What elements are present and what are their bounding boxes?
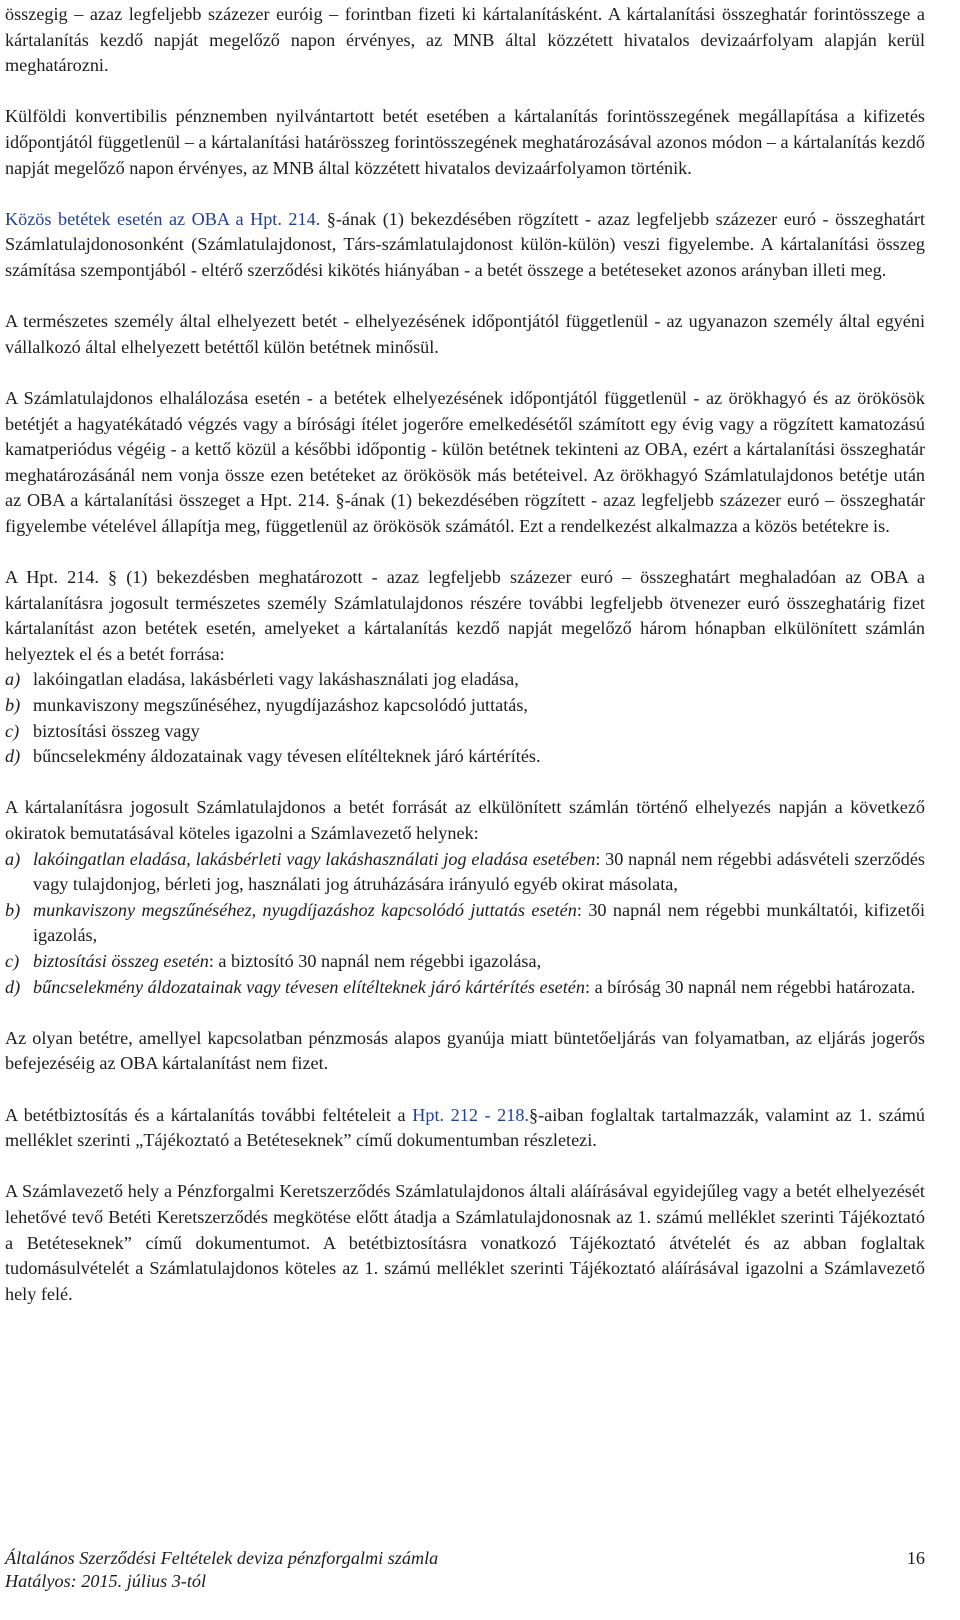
paragraph-exchange-rate: összegig – azaz legfeljebb százezer euróig – forintban fizeti ki kártalanításként. A kártalanítási összeghatár forintösszege a kártalanítás kezdő napját megelőző napon érvényes, az MNB által közzétett hivatalos devizaárfolyam alapján kerül meghatározni. bbox=[5, 4, 925, 76]
paragraph-joint-deposits-text: §-ának (1) bekezdésében rögzített - azaz legfeljebb százezer euró - összeghatárt Számlatulajdonosonként (Számlatulajdonost, Társ-számlatulajdonost külön-külön) veszi figyelembe. A kártalanítási összeg számítása szempontjából - eltérő szerződési kikötés hiányában - a betét összege a betéteseket azonos arányban illeti meg. bbox=[5, 208, 925, 280]
footer-effective-date: Hatályos: 2015. július 3-tól bbox=[5, 1571, 207, 1591]
list-item-condition: biztosítási összeg esetén bbox=[33, 950, 209, 971]
hpt-reference-212-218: Hpt. 212 - 218. bbox=[412, 1104, 529, 1125]
list-item bbox=[5, 693, 925, 719]
list-item-text: : a biztosító 30 napnál nem régebbi igazolása, bbox=[208, 950, 542, 971]
list-marker: c) bbox=[5, 950, 20, 971]
list-marker: c) bbox=[5, 720, 20, 741]
list-marker: a) bbox=[5, 848, 21, 869]
page-number: 16 bbox=[906, 1548, 925, 1568]
paragraph-proof-of-source: A kártalanításra jogosult Számlatulajdonos a betét forrását az elkülönített számlán történő elhelyezés napján a következő okiratok bemutatásával köteles igazolni a Számlavezető helynek: bbox=[5, 797, 925, 843]
hpt-reference-214: Közös betétek esetén az OBA a Hpt. 214. bbox=[5, 208, 321, 229]
list-item-text: lakóingatlan eladása, lakásbérleti vagy lakáshasználati jog eladása, bbox=[33, 669, 519, 690]
paragraph-further-conditions-text: §-aiban foglaltak tartalmazzák, valamint az 1. számú melléklet szerinti „Tájékoztató a Betéteseknek” című dokumentumban részletezi. bbox=[5, 1104, 926, 1151]
paragraph-further-conditions-lead: A betétbiztosítás és a kártalanítás további feltételeit a bbox=[5, 1104, 413, 1125]
list-marker: d) bbox=[5, 976, 21, 997]
list-item-text: : 30 napnál nem régebbi adásvételi szerződés vagy tulajdonjog, bérleti jog, használati jog átruházására irányuló egyéb okirat másolata, bbox=[33, 848, 925, 895]
list-item bbox=[5, 898, 925, 949]
document-page bbox=[5, 2, 925, 1333]
paragraph-information-handover: A Számlavezető hely a Pénzforgalmi Keretszerződés Számlatulajdonos általi aláírásával egyidejűleg vagy a betét elhelyezését lehetővé tevő Betéti Keretszerződés megkötése előtt átadja a Számlatulajdonosnak az 1. számú melléklet szerinti Tájékoztató a Betéteseknek” című dokumentumot. A betétbiztosításra vonatkozó Tájékoztató átvételét és az abban foglaltak tudomásulvételét a Számlatulajdonos köteles az 1. számú melléklet szerinti Tájékoztató aláírásával igazolni a Számlavezető hely felé. bbox=[5, 1181, 925, 1304]
list-item bbox=[5, 975, 925, 1001]
paragraph-joint-deposits bbox=[5, 207, 925, 284]
deposit-source-list bbox=[5, 667, 925, 769]
footer-document-title: Általános Szerződési Feltételek deviza pénzforgalmi számla bbox=[5, 1548, 439, 1568]
list-item-text: : a bíróság 30 napnál nem régebbi határozata. bbox=[584, 976, 916, 997]
list-marker: b) bbox=[5, 899, 21, 920]
list-item bbox=[5, 949, 925, 975]
list-marker: a) bbox=[5, 669, 21, 690]
paragraph-foreign-currency: Külföldi konvertibilis pénznemben nyilvántartott betét esetében a kártalanítás forintösszegének megállapítása a kifizetés időpontjától függetlenül – a kártalanítási határösszeg forintösszegének meghatározásával azonos módon – a kártalanítás kezdő napját megelőző napon érvényes, az MNB által közzétett hivatalos devizaárfolyamon történik. bbox=[5, 106, 925, 178]
list-item bbox=[5, 719, 925, 745]
list-marker: b) bbox=[5, 695, 21, 716]
list-item-condition: bűncselekmény áldozatainak vagy tévesen elítélteknek járó kártérítés esetén bbox=[33, 976, 585, 997]
paragraph-additional-compensation: A Hpt. 214. § (1) bekezdésben meghatározott - azaz legfeljebb százezer euró – összeghatárt meghaladóan az OBA a kártalanításra jogosult természetes személy Számlatulajdonos részére további legfeljebb ötvenezer euró összeghatárig fizet kártalanítást azon betétek esetén, amelyeket a kártalanítás kezdő napját megelőző három hónapban elkülönített számlán helyeztek el és a betét forrása: bbox=[5, 567, 925, 664]
list-item bbox=[5, 667, 925, 693]
paragraph-deceased-holder: A Számlatulajdonos elhalálozása esetén - a betétek elhelyezésének időpontjától függetlenül - az örökhagyó és az örökösök betétjét a hagyatékátadó végzés vagy a bírósági ítélet jogerőre emelkedésétől számított egy évig vagy a rögzített kamatozású kamatperiódus végéig - a kettő közül a későbbi időpontig - külön betétnek tekinteni az OBA, ezért a kártalanítási összeghatár meghatározásánál nem vonja össze ezen betéteket az örökösök más betéteivel. Az örökhagyó Számlatulajdonos betétje után az OBA a kártalanítási összeget a Hpt. 214. §-ának (1) bekezdésében rögzített - azaz legfeljebb százezer euró – összeghatár figyelembe vételével állapítja meg, függetlenül az örökösök számától. Ezt a rendelkezést alkalmazza a közös betétekre is. bbox=[5, 387, 925, 536]
page-footer bbox=[5, 1547, 925, 1593]
list-item-condition: munkaviszony megszűnéséhez, nyugdíjazáshoz kapcsolódó juttatás esetén bbox=[33, 899, 577, 920]
list-item bbox=[5, 744, 925, 770]
list-item-condition: lakóingatlan eladása, lakásbérleti vagy lakáshasználati jog eladása esetében bbox=[33, 848, 596, 869]
list-item bbox=[5, 847, 925, 898]
list-item-text: : 30 napnál nem régebbi munkáltatói, kifizetői igazolás, bbox=[33, 899, 925, 946]
list-marker: d) bbox=[5, 746, 21, 767]
required-documents-list bbox=[5, 847, 925, 1001]
paragraph-money-laundering: Az olyan betétre, amellyel kapcsolatban pénzmosás alapos gyanúja miatt büntetőeljárás van folyamatban, az eljárás jogerős befejezéséig az OBA kártalanítást nem fizet. bbox=[5, 1027, 925, 1074]
list-item-text: bűncselekmény áldozatainak vagy tévesen elítélteknek járó kártérítés. bbox=[33, 746, 541, 767]
list-item-text: munkaviszony megszűnéséhez, nyugdíjazáshoz kapcsolódó juttatás, bbox=[33, 695, 528, 716]
paragraph-natural-person: A természetes személy által elhelyezett betét - elhelyezésének időpontjától függetlenül - az ugyanazon személy által egyéni vállalkozó által elhelyezett betéttől külön betétnek minősül. bbox=[5, 311, 925, 357]
list-item-text: biztosítási összeg vagy bbox=[33, 720, 200, 741]
paragraph-further-conditions bbox=[5, 1103, 925, 1154]
